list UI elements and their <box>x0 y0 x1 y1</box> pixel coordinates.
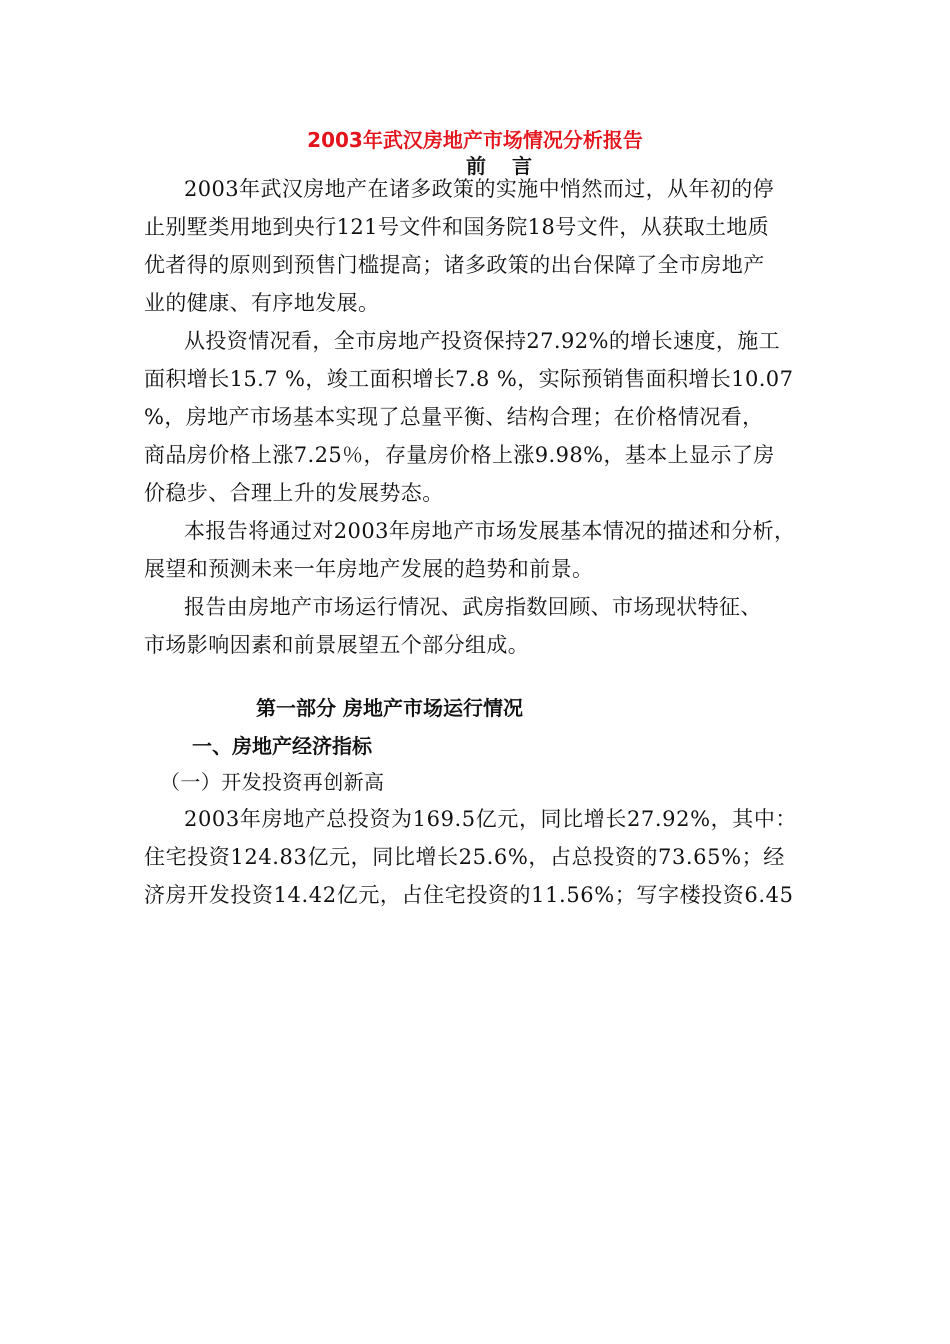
section-heading: 一、房地产经济指标 <box>192 734 372 758</box>
paragraph-line: 优者得的原则到预售门槛提高；诸多政策的出台保障了全市房地产 <box>144 253 765 277</box>
paragraph-line: 业的健康、有序地发展。 <box>144 291 380 315</box>
paragraph-line: 报告由房地产市场运行情况、武房指数回顾、市场现状特征、 <box>184 595 762 619</box>
paragraph-line: 商品房价格上涨7.25％，存量房价格上涨9.98%，基本上显示了房 <box>144 443 775 467</box>
paragraph-line: 2003年武汉房地产在诸多政策的实施中悄然而过，从年初的停 <box>184 177 775 201</box>
paragraph-line: 展望和预测未来一年房地产发展的趋势和前景。 <box>144 557 594 581</box>
paragraph-line: %，房地产市场基本实现了总量平衡、结构合理；在价格情况看， <box>144 405 764 429</box>
body-line: 住宅投资124.83亿元，同比增长25.6%，占总投资的73.65%；经 <box>144 845 785 869</box>
paragraph-line: 从投资情况看，全市房地产投资保持27.92%的增长速度，施工 <box>184 329 781 353</box>
paragraph-line: 本报告将通过对2003年房地产市场发展基本情况的描述和分析， <box>184 519 796 543</box>
paragraph-line: 面积增长15.7 %，竣工面积增长7.8 %，实际预销售面积增长10.07 <box>144 367 794 391</box>
body-line: 济房开发投资14.42亿元，占住宅投资的11.56%；写字楼投资6.45 <box>144 883 794 907</box>
body-line: 2003年房地产总投资为169.5亿元，同比增长27.92%，其中： <box>184 807 798 831</box>
paragraph-line: 市场影响因素和前景展望五个部分组成。 <box>144 633 530 657</box>
report-title: 2003年武汉房地产市场情况分析报告 <box>307 128 643 152</box>
paragraph-line: 止别墅类用地到央行121号文件和国务院18号文件，从获取土地质 <box>144 215 770 239</box>
preface-heading: 前言 <box>466 154 558 178</box>
part-heading: 第一部分 房地产市场运行情况 <box>256 696 523 720</box>
subsection-heading: （一）开发投资再创新高 <box>160 770 385 794</box>
paragraph-line: 价稳步、合理上升的发展势态。 <box>144 481 444 505</box>
